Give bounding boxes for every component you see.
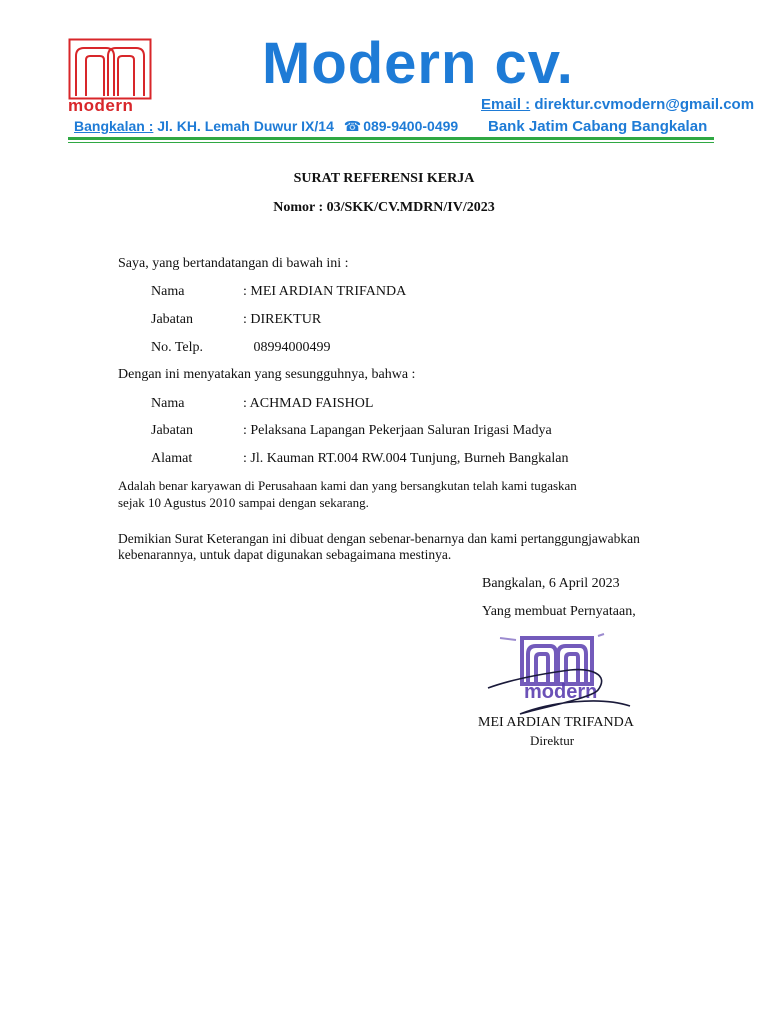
place-date: Bangkalan, 6 April 2023 [482,576,620,591]
statement-line-2: sejak 10 Agustus 2010 sampai dengan sekarang. [118,495,369,510]
header-divider [68,137,714,140]
signer-name: MEI ARDIAN TRIFANDA [478,715,634,730]
signer-position-label: Jabatan [151,312,193,327]
stamp-word: modern [524,681,598,703]
document-title: SURAT REFERENSI KERJA [293,171,475,186]
phone-icon: ☎ [343,118,362,134]
address-city: Bangkalan : [74,118,154,134]
email-label: Email : [481,96,531,113]
email-address: direktur.cvmodern@gmail.com [534,96,755,113]
company-logo-icon [68,38,152,100]
phone-number: 089-9400-0499 [363,118,459,134]
signer-phone-value: 08994000499 [243,340,331,355]
address-street: Jl. KH. Lemah Duwur IX/14 [157,118,334,134]
header-divider-thin [68,142,714,143]
document-number: Nomor : 03/SKK/CV.MDRN/IV/2023 [273,200,495,215]
maker-label: Yang membuat Pernyataan, [482,604,636,619]
employee-position-label: Jabatan [151,423,193,438]
brand-title: Modern cv. [262,31,574,96]
company-stamp-icon [480,628,645,728]
email-line [481,96,754,113]
logo-wordmark: modern [68,96,134,115]
address-line [74,118,458,135]
employee-name-value: : ACHMAD FAISHOL [243,396,374,411]
closing-line-2: kebenarannya, untuk dapat digunakan sebagaimana mestinya. [118,547,452,562]
declaration-text: Dengan ini menyatakan yang sesungguhnya, bahwa : [118,367,416,382]
closing-line-1: Demikian Surat Keterangan ini dibuat dengan sebenar-benarnya dan kami pertanggungjawabkan [118,531,640,546]
signer-phone-label: No. Telp. [151,340,204,355]
statement-line-1: Adalah benar karyawan di Perusahaan kami dan yang bersangkutan telah kami tugaskan [118,478,577,493]
signer-role: Direktur [530,733,575,748]
signer-name-value: : MEI ARDIAN TRIFANDA [243,284,407,299]
signer-name-label: Nama [151,284,185,299]
employee-position-value: : Pelaksana Lapangan Pekerjaan Saluran Irigasi Madya [243,423,552,438]
employee-address-value: : Jl. Kauman RT.004 RW.004 Tunjung, Burneh Bangkalan [243,451,569,466]
employee-address-label: Alamat [151,451,193,466]
employee-name-label: Nama [151,396,185,411]
bank-line: Bank Jatim Cabang Bangkalan [488,118,708,135]
signer-position-value: : DIREKTUR [243,312,322,327]
intro-text: Saya, yang bertandatangan di bawah ini : [118,256,349,271]
